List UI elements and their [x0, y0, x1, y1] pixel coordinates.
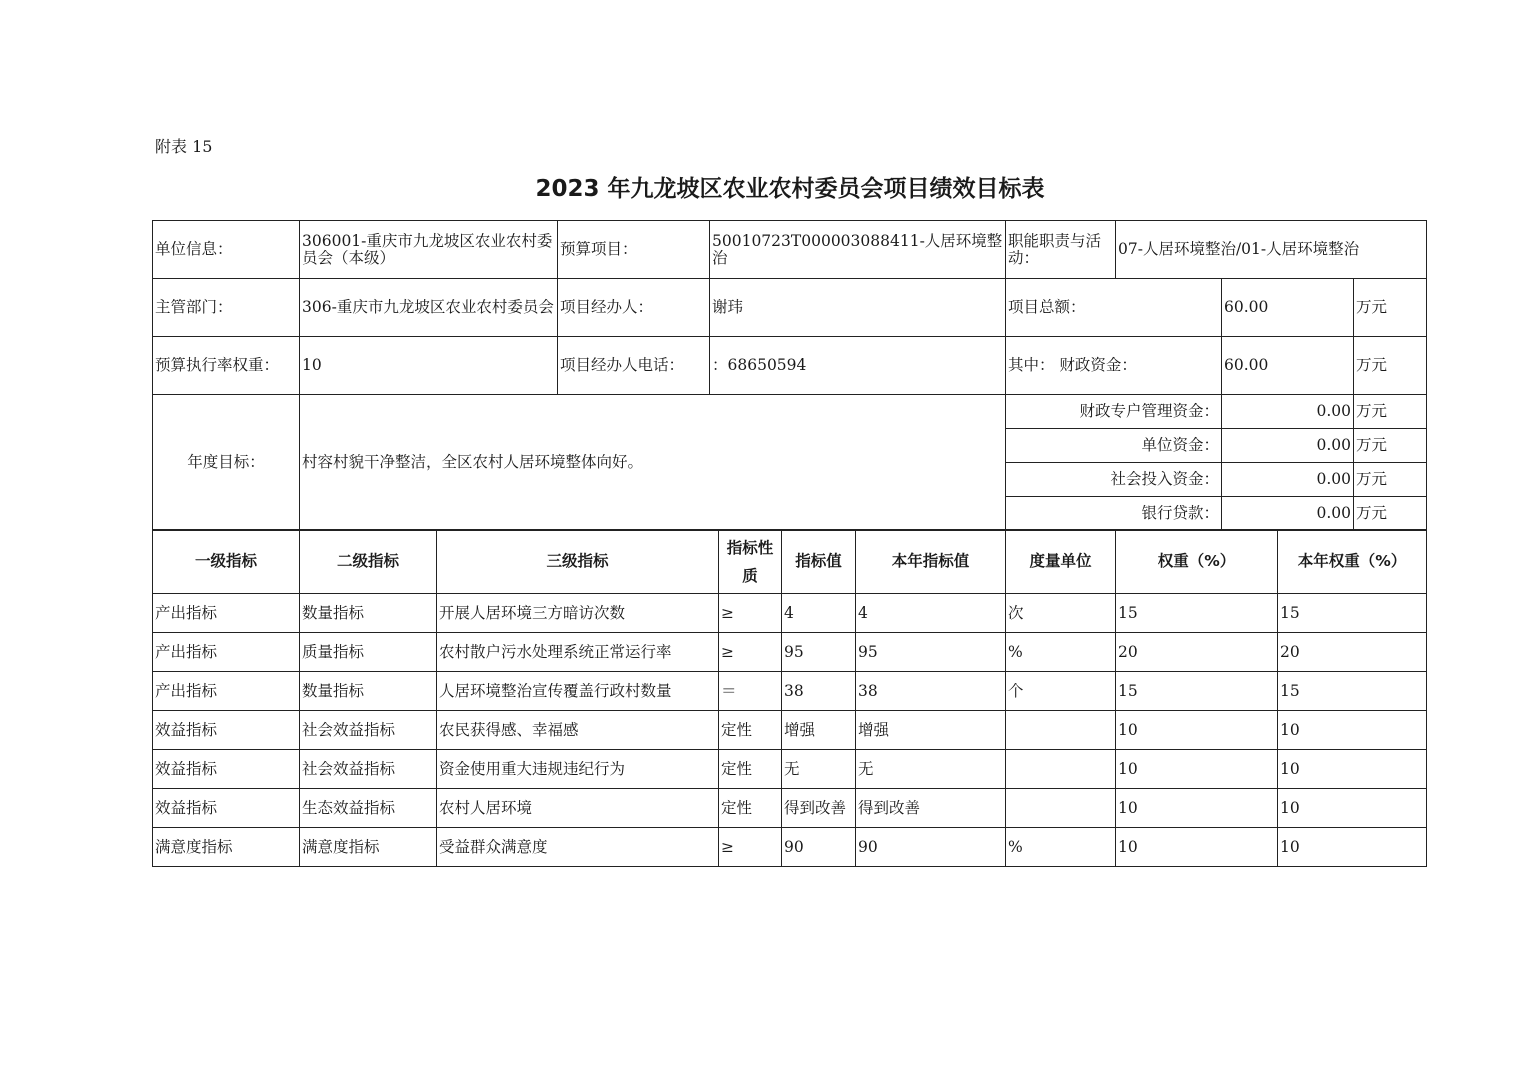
social-value: 0.00: [1222, 463, 1354, 497]
cell-year-value: 4: [856, 594, 1006, 633]
cell-year-weight: 10: [1278, 828, 1427, 867]
table-row: [153, 633, 1427, 672]
cell-level1: 效益指标: [153, 711, 300, 750]
dept-label: 主管部门：: [153, 279, 300, 337]
cell-level2: 生态效益指标: [300, 789, 437, 828]
table-row: [153, 594, 1427, 633]
fiscal-label: 其中： 财政资金：: [1006, 337, 1222, 395]
cell-level2: 质量指标: [300, 633, 437, 672]
cell-unit: %: [1006, 828, 1116, 867]
cell-nature: ＝: [719, 672, 782, 711]
fiscal-value: 60.00: [1222, 337, 1354, 395]
cell-unit: 次: [1006, 594, 1116, 633]
cell-level2: 数量指标: [300, 672, 437, 711]
manager-value: 谢玮: [710, 279, 1006, 337]
total-unit: 万元: [1354, 279, 1427, 337]
cell-value: 得到改善: [782, 789, 856, 828]
fiscal-unit: 万元: [1354, 337, 1427, 395]
weight-label: 预算执行率权重：: [153, 337, 300, 395]
cell-value: 90: [782, 828, 856, 867]
goal-value: 村容村貌干净整洁，全区农村人居环境整体向好。: [300, 395, 1006, 531]
cell-weight: 15: [1116, 594, 1278, 633]
cell-level3: 农村人居环境: [437, 789, 719, 828]
cell-year-weight: 15: [1278, 672, 1427, 711]
indicator-table: [152, 529, 1427, 867]
cell-weight: 20: [1116, 633, 1278, 672]
cell-year-value: 90: [856, 828, 1006, 867]
cell-level2: 社会效益指标: [300, 750, 437, 789]
goal-label: 年度目标：: [153, 395, 300, 531]
cell-level3: 农村散户污水处理系统正常运行率: [437, 633, 719, 672]
unitfund-label: 单位资金：: [1006, 429, 1222, 463]
header-value: 指标值: [782, 530, 856, 594]
table-row: [153, 672, 1427, 711]
cell-unit: %: [1006, 633, 1116, 672]
cell-year-value: 得到改善: [856, 789, 1006, 828]
unitfund-unit: 万元: [1354, 429, 1427, 463]
cell-weight: 10: [1116, 750, 1278, 789]
cell-level1: 产出指标: [153, 594, 300, 633]
unitfund-value: 0.00: [1222, 429, 1354, 463]
cell-nature: 定性: [719, 789, 782, 828]
cell-level1: 满意度指标: [153, 828, 300, 867]
cell-year-weight: 20: [1278, 633, 1427, 672]
cell-level3: 农民获得感、幸福感: [437, 711, 719, 750]
special-value: 0.00: [1222, 395, 1354, 429]
cell-level1: 产出指标: [153, 672, 300, 711]
cell-value: 增强: [782, 711, 856, 750]
cell-value: 95: [782, 633, 856, 672]
cell-weight: 10: [1116, 828, 1278, 867]
header-year-value: 本年指标值: [856, 530, 1006, 594]
total-label: 项目总额：: [1006, 279, 1222, 337]
total-value: 60.00: [1222, 279, 1354, 337]
cell-weight: 10: [1116, 789, 1278, 828]
cell-value: 4: [782, 594, 856, 633]
header-year-weight: 本年权重（%）: [1278, 530, 1427, 594]
cell-level3: 开展人居环境三方暗访次数: [437, 594, 719, 633]
cell-level3: 资金使用重大违规违纪行为: [437, 750, 719, 789]
social-label: 社会投入资金：: [1006, 463, 1222, 497]
phone-label: 项目经办人电话：: [558, 337, 710, 395]
project-info-table: [152, 220, 1427, 531]
budget-item-label: 预算项目：: [558, 221, 710, 279]
cell-year-value: 无: [856, 750, 1006, 789]
cell-weight: 15: [1116, 672, 1278, 711]
cell-year-weight: 10: [1278, 750, 1427, 789]
cell-year-weight: 10: [1278, 789, 1427, 828]
function-label: 职能职责与活动：: [1006, 221, 1116, 279]
loan-unit: 万元: [1354, 497, 1427, 531]
cell-unit: 个: [1006, 672, 1116, 711]
social-unit: 万元: [1354, 463, 1427, 497]
cell-unit: [1006, 789, 1116, 828]
cell-level2: 满意度指标: [300, 828, 437, 867]
cell-level1: 效益指标: [153, 750, 300, 789]
cell-value: 38: [782, 672, 856, 711]
header-level3: 三级指标: [437, 530, 719, 594]
cell-unit: [1006, 711, 1116, 750]
budget-item-value: 50010723T000003088411-人居环境整治: [710, 221, 1006, 279]
table-row: [153, 750, 1427, 789]
special-label: 财政专户管理资金：: [1006, 395, 1222, 429]
weight-value: 10: [300, 337, 558, 395]
cell-nature: 定性: [719, 750, 782, 789]
cell-level2: 数量指标: [300, 594, 437, 633]
header-weight: 权重（%）: [1116, 530, 1278, 594]
cell-level1: 产出指标: [153, 633, 300, 672]
header-unit: 度量单位: [1006, 530, 1116, 594]
loan-label: 银行贷款：: [1006, 497, 1222, 531]
cell-year-weight: 10: [1278, 711, 1427, 750]
cell-level1: 效益指标: [153, 789, 300, 828]
table-row: [153, 711, 1427, 750]
unit-value: 306001-重庆市九龙坡区农业农村委员会（本级）: [300, 221, 558, 279]
cell-year-value: 95: [856, 633, 1006, 672]
table-row: [153, 828, 1427, 867]
appendix-note: 附表 15: [155, 137, 213, 156]
cell-unit: [1006, 750, 1116, 789]
header-level1: 一级指标: [153, 530, 300, 594]
loan-value: 0.00: [1222, 497, 1354, 531]
cell-nature: ≥: [719, 594, 782, 633]
manager-label: 项目经办人：: [558, 279, 710, 337]
phone-value: ：68650594: [710, 337, 1006, 395]
cell-level3: 受益群众满意度: [437, 828, 719, 867]
cell-level2: 社会效益指标: [300, 711, 437, 750]
special-unit: 万元: [1354, 395, 1427, 429]
function-value: 07-人居环境整治/01-人居环境整治: [1116, 221, 1427, 279]
cell-level3: 人居环境整治宣传覆盖行政村数量: [437, 672, 719, 711]
table-row: [153, 789, 1427, 828]
cell-weight: 10: [1116, 711, 1278, 750]
cell-year-value: 38: [856, 672, 1006, 711]
dept-value: 306-重庆市九龙坡区农业农村委员会: [300, 279, 558, 337]
cell-value: 无: [782, 750, 856, 789]
cell-nature: 定性: [719, 711, 782, 750]
cell-nature: ≥: [719, 633, 782, 672]
header-nature: 指标性质: [719, 530, 782, 594]
unit-label: 单位信息：: [153, 221, 300, 279]
cell-year-value: 增强: [856, 711, 1006, 750]
header-level2: 二级指标: [300, 530, 437, 594]
cell-year-weight: 15: [1278, 594, 1427, 633]
cell-nature: ≥: [719, 828, 782, 867]
page-title: 2023 年九龙坡区农业农村委员会项目绩效目标表: [535, 176, 1045, 202]
